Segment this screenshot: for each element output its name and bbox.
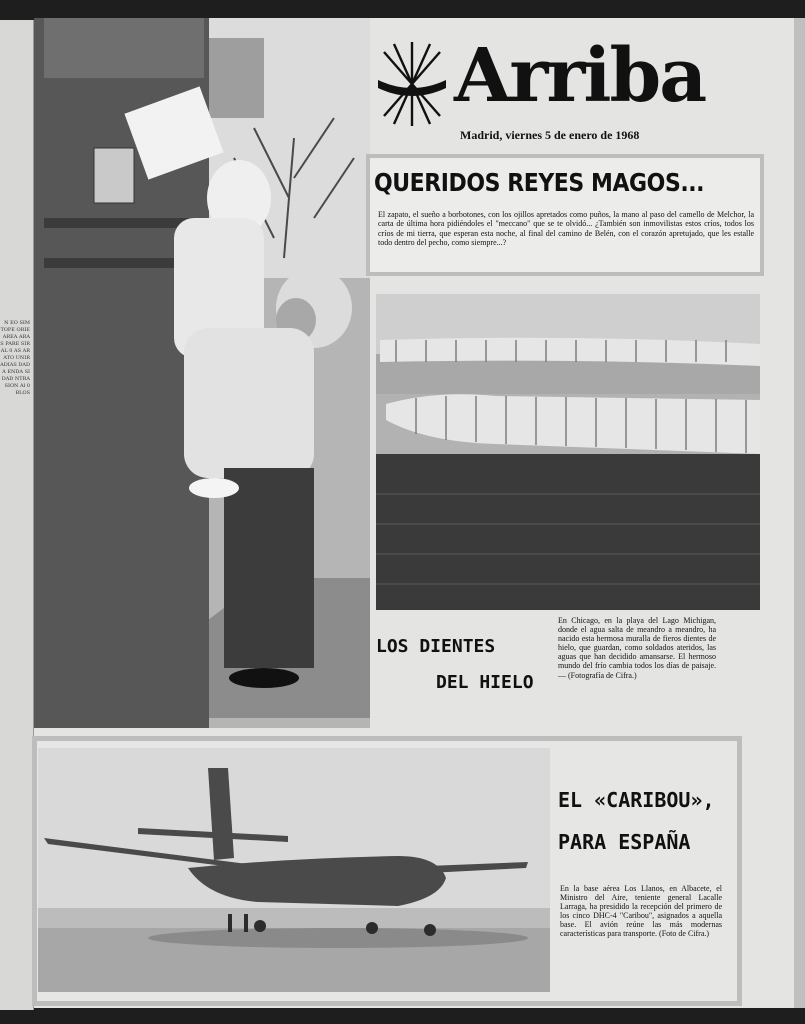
caribou-body: En la base aérea Los Llanos, en Albacete, el Ministro del Aire, teniente general Lacalle Larraga, ha presidido la recepción del primero de los cinco DHC-4 "Caribou", asignados a aquella base. El avión reúne las más modernas características para transporte. (Foto de Cifra.)	[560, 884, 722, 939]
previous-page-edge	[0, 20, 34, 1010]
newspaper-page	[34, 18, 794, 1008]
masthead-title: Arriba	[454, 33, 706, 119]
reyes-headline: QUERIDOS REYES MAGOS...	[374, 168, 705, 197]
photo-ice-teeth-lake-michigan	[376, 294, 760, 610]
page-right-edge	[794, 18, 805, 1008]
reyes-body: El zapato, el sueño a borbotones, con los ojillos apretados como puños, la mano al paso del camello de Melchor, la carta de última hora pidiéndoles el "meccano" que se te olvidó... ¿También son inmovilistas estos críos, todos los críos de mi tierra, que esperan esta noche, al final del camino de Belén, con el corazón apretujado, que les estalle todo dentro del pecho, como siempre...?	[378, 210, 754, 247]
hielo-headline-line2: DEL HIELO	[436, 672, 534, 693]
hielo-body: En Chicago, en la playa del Lago Michigan, donde el agua salta de meandro a meandro, ha nacido esta hermosa muralla de fieros dientes de hielo, que guardan, como soldados ateridos, las aguas que han decidido amansarse. El hermoso mundo del frío cambia todos los días de paisaje. — (Fotografía de Cifra.)	[558, 616, 716, 680]
masthead-dateline: Madrid, viernes 5 de enero de 1968	[460, 128, 640, 142]
hielo-headline-line1: LOS DIENTES	[376, 636, 496, 657]
previous-page-text: N EO SIM TOPE ORIE AREA ARAS PARE SIR AL 0 AS AR ATO UNIR ADIAS DADA ENDA SIDAD NTRA SION Al 0 BLOS	[0, 320, 30, 396]
yoke-and-arrows-emblem	[374, 38, 450, 130]
caribou-headline-line2: PARA ESPAÑA	[558, 830, 691, 854]
caribou-headline-line1: EL «CARIBOU»,	[558, 788, 715, 812]
photo-children-mailbox	[34, 18, 370, 728]
photo-caribou-aircraft	[38, 748, 550, 992]
